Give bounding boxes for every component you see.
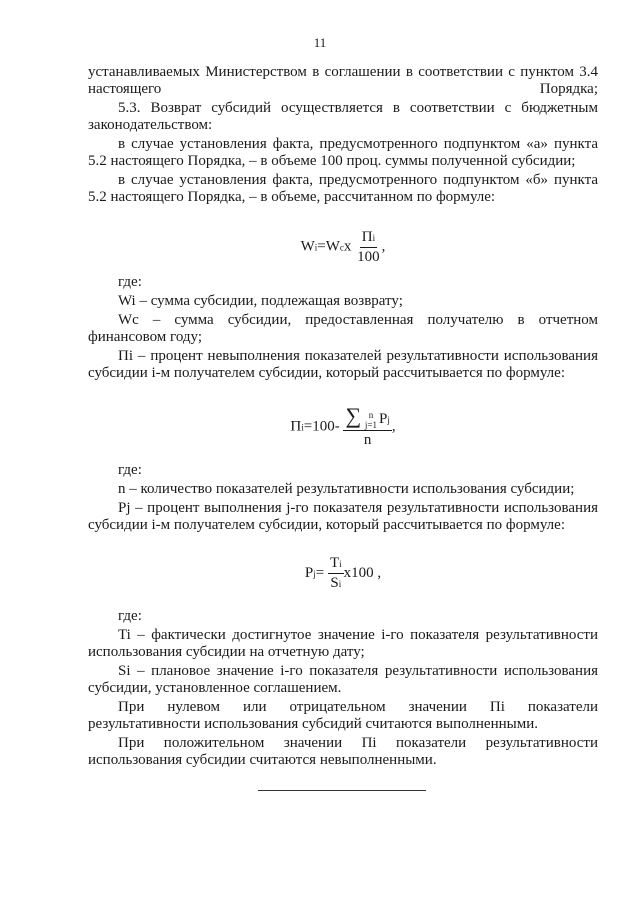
- formula-pi: [88, 384, 598, 462]
- paragraph: где:: [118, 462, 142, 478]
- formula-w-line: [88, 228, 598, 266]
- paragraph: где:: [118, 274, 142, 290]
- formula-symbol: =100-: [303, 418, 340, 435]
- definition: Wc – сумма субсидии, предоставленная получателю в отчетном финансовом году;: [88, 312, 598, 345]
- formula-symbol: P: [378, 411, 388, 427]
- paragraph: в случае установления факта, предусмотренного подпунктом «б» пункта 5.2 настоящего Порядка, – в объеме, рассчитанном по формуле:: [88, 172, 598, 205]
- formula-denominator: n: [363, 431, 372, 448]
- paragraph: где:: [118, 608, 142, 624]
- sum-upper-limit: n: [368, 409, 374, 420]
- paragraph: в случае установления факта, предусмотренного подпунктом «а» пункта 5.2 настоящего Порядка, – в объеме 100 проц. суммы полученной субсидии;: [88, 136, 598, 169]
- formula-punct: ,: [381, 238, 386, 255]
- formula-w: [88, 208, 598, 274]
- formula-operator: x100: [343, 564, 374, 581]
- formula-subscript: i: [314, 242, 318, 253]
- formula-denominator: 100: [357, 249, 380, 265]
- definition: Пi – процент невыполнения показателей результативности использования субсидии i-м получателем субсидии, который рассчитывается по формуле:: [88, 348, 598, 381]
- definition: Ti – фактически достигнутое значение i-го показателя результативности использования субсидии на отчетную дату;: [88, 627, 598, 660]
- definition: Si – плановое значение i-го показателя результативности использования субсидии, установленное соглашением.: [88, 663, 598, 696]
- definition: Pj – процент выполнения j-го показателя результативности использования субсидии i-м получателем субсидии, который рассчитывается по формуле:: [88, 500, 598, 533]
- paragraph: При положительном значении Пi показатели результативности использования субсидии считаются невыполненными.: [88, 735, 598, 768]
- formula-pj: [88, 536, 598, 608]
- sum-symbol: ∑: [345, 403, 362, 428]
- formula-symbol: =W: [317, 238, 340, 255]
- document-body: [88, 64, 598, 771]
- formula-symbol: П: [361, 229, 373, 245]
- paragraph: При нулевом или отрицательном значении Пi показатели результативности использования субсидий считаются выполненными.: [88, 699, 598, 732]
- formula-symbol: W: [300, 238, 315, 255]
- formula-symbol: =: [315, 564, 325, 581]
- formula-subscript: j: [387, 415, 390, 425]
- end-rule: [258, 790, 426, 791]
- paragraph: устанавливаемых Министерством в соглашении в соответствии с пунктом 3.4 настоящего Порядка;: [88, 64, 598, 97]
- fraction: [355, 228, 382, 266]
- sum-lower-limit: j=1: [364, 419, 377, 430]
- formula-punct: ,: [391, 418, 396, 435]
- definition: n – количество показателей результативности использования субсидии;: [118, 481, 575, 497]
- formula-subscript: i: [339, 559, 342, 569]
- formula-symbol: P: [304, 564, 314, 581]
- definition: Wi – сумма субсидии, подлежащая возврату;: [118, 293, 403, 309]
- formula-pj-line: [88, 554, 598, 593]
- fraction: [343, 403, 391, 449]
- formula-punct: ,: [377, 564, 382, 581]
- formula-subscript: i: [338, 579, 342, 589]
- formula-symbol: П: [290, 418, 302, 435]
- page-number: 11: [313, 35, 327, 50]
- formula-symbol: T: [329, 555, 340, 571]
- formula-subscript: c: [339, 242, 344, 253]
- paragraph: 5.3. Возврат субсидий осуществляется в соответствии с бюджетным законодательством:: [88, 100, 598, 133]
- formula-subscript: i: [372, 233, 376, 243]
- formula-subscript: i: [301, 422, 304, 433]
- formula-operator: x: [343, 238, 352, 255]
- formula-subscript: j: [313, 568, 316, 579]
- fraction: [328, 554, 344, 593]
- formula-symbol: S: [330, 575, 339, 591]
- formula-pi-line: [88, 403, 598, 449]
